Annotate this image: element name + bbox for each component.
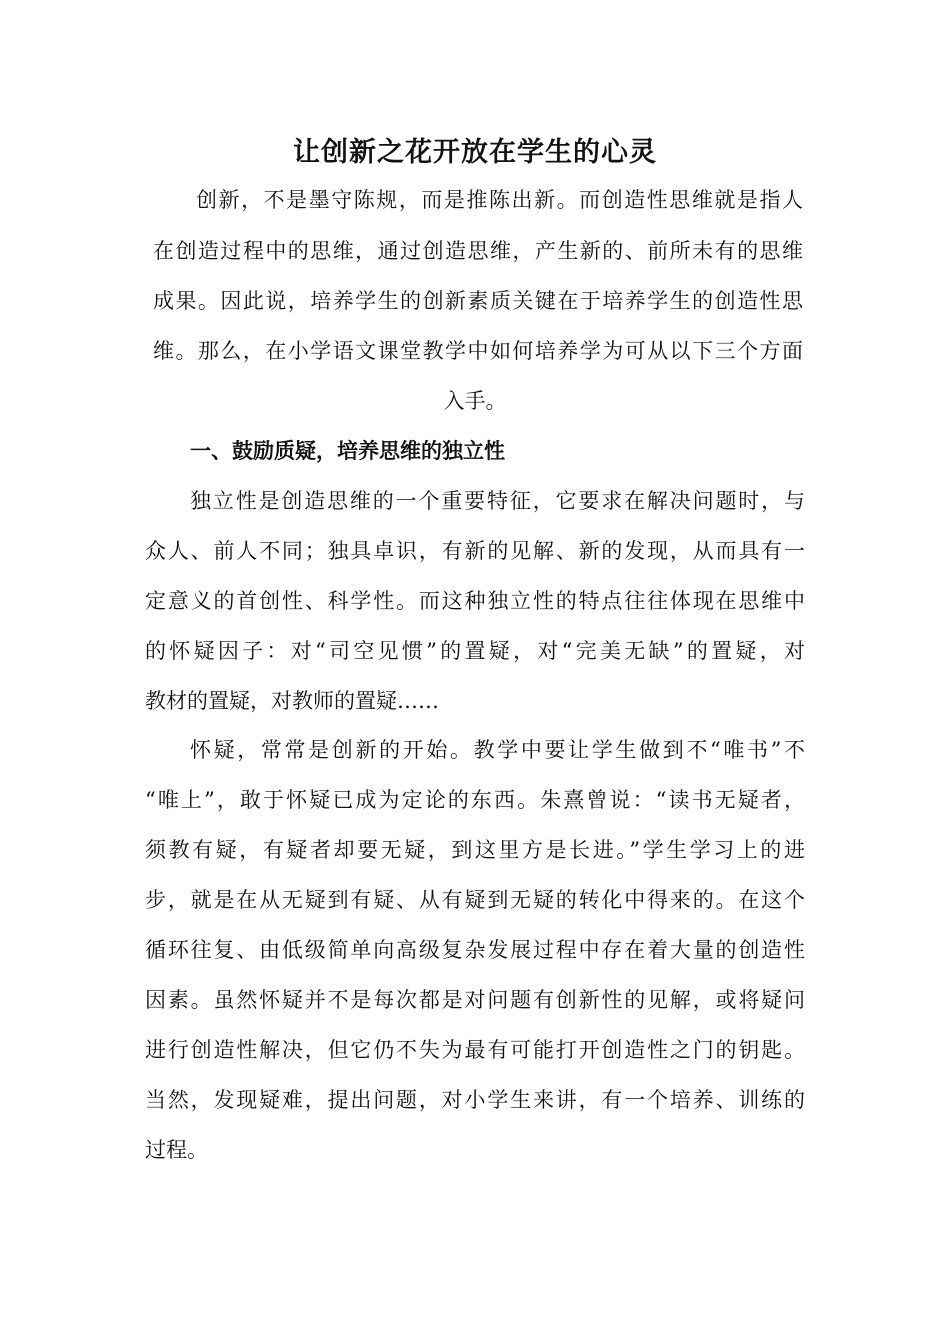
intro-line: 在创造过程中的思维，通过创造思维，产生新的、前所未有的思维 (153, 239, 803, 263)
paragraph-line: 怀疑，常常是创新的开始。教学中要让学生做到不“唯书”不 (190, 738, 805, 762)
paragraph-line: 进行创造性解决，但它仍不失为最有可能打开创造性之门的钥匙。 (145, 1038, 805, 1062)
paragraph-line: 教材的置疑，对教师的置疑…… (145, 689, 439, 713)
paragraph-line: 因素。虽然怀疑并不是每次都是对问题有创新性的见解，或将疑问 (145, 988, 805, 1012)
paragraph-line: 的怀疑因子：对“司空见惯”的置疑，对“完美无缺”的置疑，对 (145, 639, 805, 663)
section-heading: 一、鼓励质疑，培养思维的独立性 (190, 438, 505, 463)
paragraph-line: 当然，发现疑难，提出问题，对小学生来讲，有一个培养、训练的 (145, 1088, 805, 1112)
intro-line: 维。那么，在小学语文课堂教学中如何培养学为可从以下三个方面 (153, 339, 803, 363)
paragraph-line: 独立性是创造思维的一个重要特征，它要求在解决问题时，与 (190, 489, 805, 513)
paragraph-line: 须教有疑，有疑者却要无疑，到这里方是长进。”学生学习上的进 (145, 838, 805, 862)
document-title: 让创新之花开放在学生的心灵 (293, 137, 657, 168)
paragraph-line: 众人、前人不同；独具卓识，有新的见解、新的发现，从而具有一 (145, 539, 805, 563)
paragraph-line: 定意义的首创性、科学性。而这种独立性的特点往往体现在思维中 (145, 589, 805, 613)
intro-line: 入手。 (443, 389, 507, 413)
paragraph-line: 循环往复、由低级简单向高级复杂发展过程中存在着大量的创造性 (145, 938, 805, 962)
paragraph-line: 步，就是在从无疑到有疑、从有疑到无疑的转化中得来的。在这个 (145, 888, 805, 912)
intro-line: 成果。因此说，培养学生的创新素质关键在于培养学生的创造性思 (153, 289, 803, 313)
paragraph-line: 过程。 (145, 1138, 208, 1162)
paragraph-line: “唯上”，敢于怀疑已成为定论的东西。朱熹曾说：“读书无疑者， (145, 788, 805, 812)
intro-line: 创新，不是墨守陈规，而是推陈出新。而创造性思维就是指人 (196, 188, 803, 212)
